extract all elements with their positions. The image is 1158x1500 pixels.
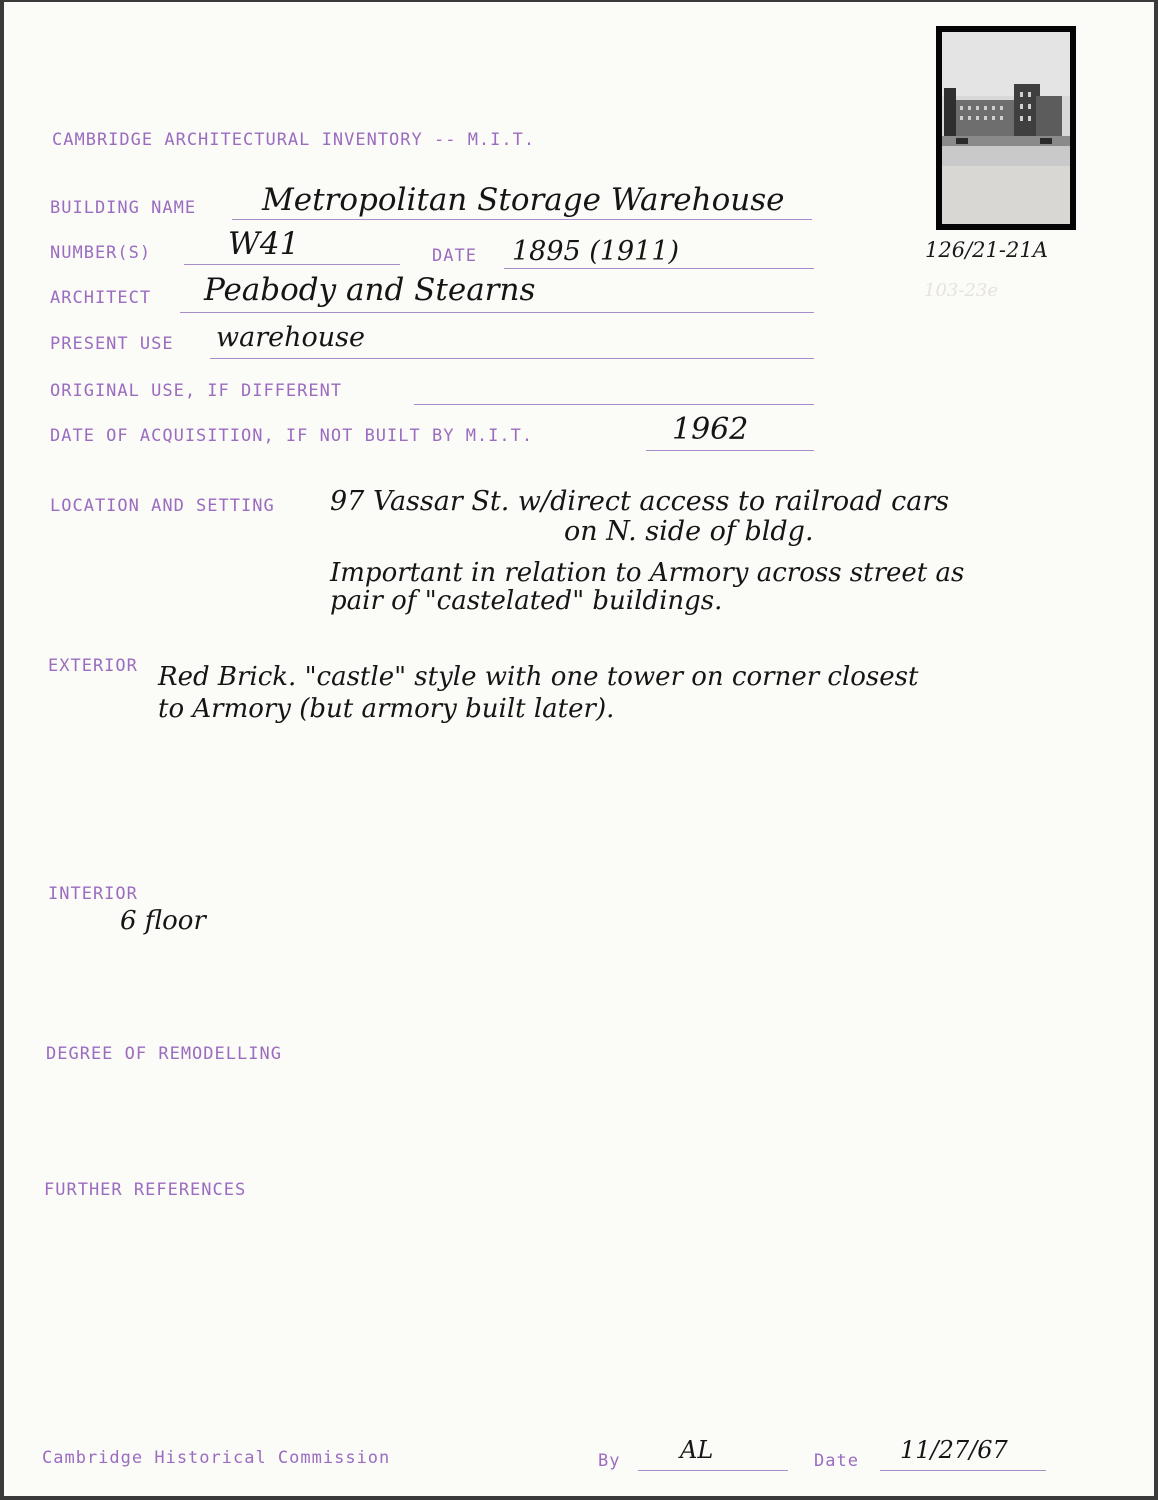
references-label: FURTHER REFERENCES xyxy=(44,1180,247,1200)
exterior-line-1: Red Brick. "castle" style with one tower on corner closest xyxy=(158,662,919,692)
numbers-line xyxy=(184,264,400,265)
footer-by-line xyxy=(638,1470,788,1471)
exterior-line-2: to Armory (but armory built later). xyxy=(158,694,615,724)
building-name-value: Metropolitan Storage Warehouse xyxy=(262,182,785,218)
footer-commission: Cambridge Historical Commission xyxy=(42,1448,391,1468)
numbers-label: NUMBER(S) xyxy=(50,243,152,263)
building-photo xyxy=(936,26,1076,230)
original-use-label: ORIGINAL USE, IF DIFFERENT xyxy=(50,381,343,401)
footer-date-line xyxy=(880,1470,1046,1471)
location-line-1: 97 Vassar St. w/direct access to railroad cars xyxy=(330,486,950,517)
location-line-2: on N. side of bldg. xyxy=(564,516,814,547)
footer-by-label: By xyxy=(598,1451,621,1471)
date-label: DATE xyxy=(432,246,477,266)
footer-by-value: AL xyxy=(680,1436,714,1464)
photo-negative-number: 126/21-21A xyxy=(925,238,1048,262)
location-line-4: pair of "castelated" buildings. xyxy=(330,586,723,616)
date-value: 1895 (1911) xyxy=(512,236,680,267)
footer-date-label: Date xyxy=(814,1451,859,1471)
present-use-line xyxy=(210,358,814,359)
location-label: LOCATION AND SETTING xyxy=(50,496,275,516)
interior-value: 6 floor xyxy=(120,906,206,936)
interior-label: INTERIOR xyxy=(48,884,138,904)
exterior-label: EXTERIOR xyxy=(48,656,138,676)
present-use-label: PRESENT USE xyxy=(50,334,174,354)
numbers-value: W41 xyxy=(228,226,300,262)
bleed-through-text: 103-23e xyxy=(924,280,998,301)
date-line xyxy=(504,268,814,269)
inventory-card xyxy=(4,2,1154,1496)
form-title: CAMBRIDGE ARCHITECTURAL INVENTORY -- M.I.T. xyxy=(52,130,536,150)
building-photo-image xyxy=(936,26,1076,230)
building-name-label: BUILDING NAME xyxy=(50,198,197,218)
architect-value: Peabody and Stearns xyxy=(204,272,536,308)
location-line-3: Important in relation to Armory across street as xyxy=(330,558,965,588)
present-use-value: warehouse xyxy=(216,322,365,353)
footer-date-value: 11/27/67 xyxy=(900,1436,1008,1464)
acquisition-value: 1962 xyxy=(672,412,749,447)
architect-line xyxy=(180,312,814,313)
architect-label: ARCHITECT xyxy=(50,288,152,308)
acquisition-label: DATE OF ACQUISITION, IF NOT BUILT BY M.I.T. xyxy=(50,426,534,446)
original-use-line xyxy=(414,404,814,405)
acquisition-line xyxy=(646,450,814,451)
building-name-line xyxy=(232,219,812,220)
remodelling-label: DEGREE OF REMODELLING xyxy=(46,1044,282,1064)
